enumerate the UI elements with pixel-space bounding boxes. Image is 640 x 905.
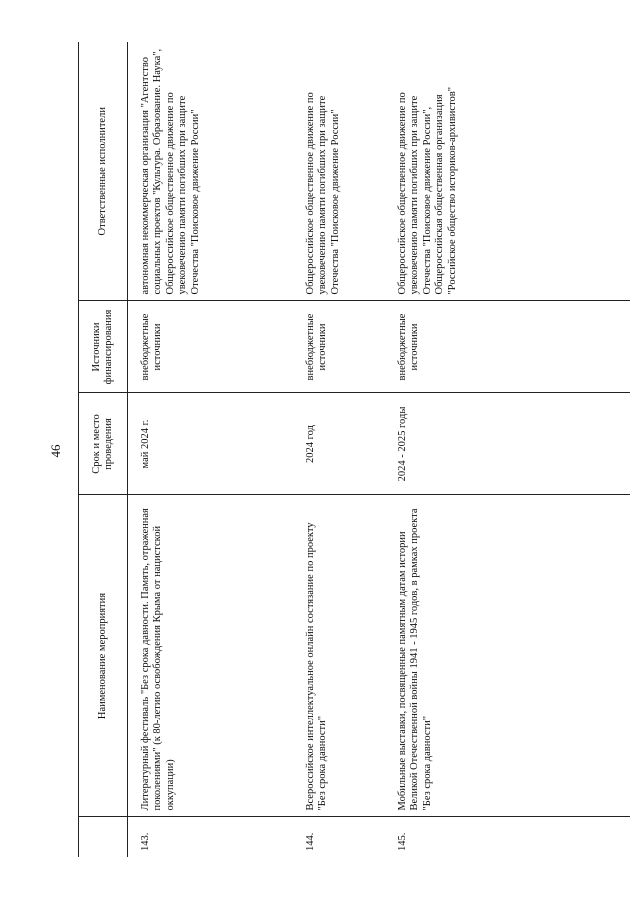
event-responsible: автономная некоммерческая организация "Агентство социальных проектов "Культура. Образование. Наука", Общероссийское общественное движение по увековечению памяти погибших при защите Отечества "Поисковое движение России" bbox=[128, 42, 294, 301]
header-date: Срок и место проведения bbox=[79, 393, 128, 495]
header-name: Наименование мероприятия bbox=[79, 495, 128, 817]
row-number: 145. bbox=[397, 832, 408, 851]
header-source: Источники финансирования bbox=[79, 301, 128, 393]
table-row bbox=[385, 42, 630, 857]
event-name: Мобильные выставки, посвященные памятным датам истории Великой Отечественной войны 1941 - 1945 годов, в рамках проекта "Без срока давности" bbox=[385, 495, 630, 817]
event-responsible: Общероссийское общественное движение по увековечению памяти погибших при защите Отечества "Поисковое движение России", Общероссийская общественная организация "Российское общество историков-архивистов" bbox=[385, 42, 630, 301]
page-number: 46 bbox=[48, 444, 63, 458]
event-responsible: Общероссийское общественное движение по увековечению памяти погибших при защите Отечества "Поисковое движение России" bbox=[293, 42, 385, 301]
table-header-row bbox=[79, 42, 128, 857]
header-number bbox=[79, 817, 128, 857]
event-name: Литературный фестиваль "Без срока давности. Память, отраженная поколениями" (к 80-летию освобождения Крыма от нацистской оккупации) bbox=[128, 495, 294, 817]
event-name: Всероссийское интеллектуальное онлайн состязание по проекту "Без срока давности" bbox=[293, 495, 385, 817]
row-number: 143. bbox=[140, 832, 151, 851]
event-source: внебюджетные источники bbox=[385, 301, 630, 393]
event-source: внебюджетные источники bbox=[128, 301, 294, 393]
rotated-table-container bbox=[78, 42, 599, 857]
table-row bbox=[293, 42, 385, 857]
event-date: 2024 год bbox=[293, 393, 385, 495]
row-number: 144. bbox=[305, 832, 316, 851]
table-row bbox=[128, 42, 294, 857]
events-table bbox=[78, 42, 630, 857]
event-date: 2024 - 2025 годы bbox=[385, 393, 630, 495]
event-date: май 2024 г. bbox=[128, 393, 294, 495]
event-source: внебюджетные источники bbox=[293, 301, 385, 393]
header-responsible: Ответственные исполнители bbox=[79, 42, 128, 301]
